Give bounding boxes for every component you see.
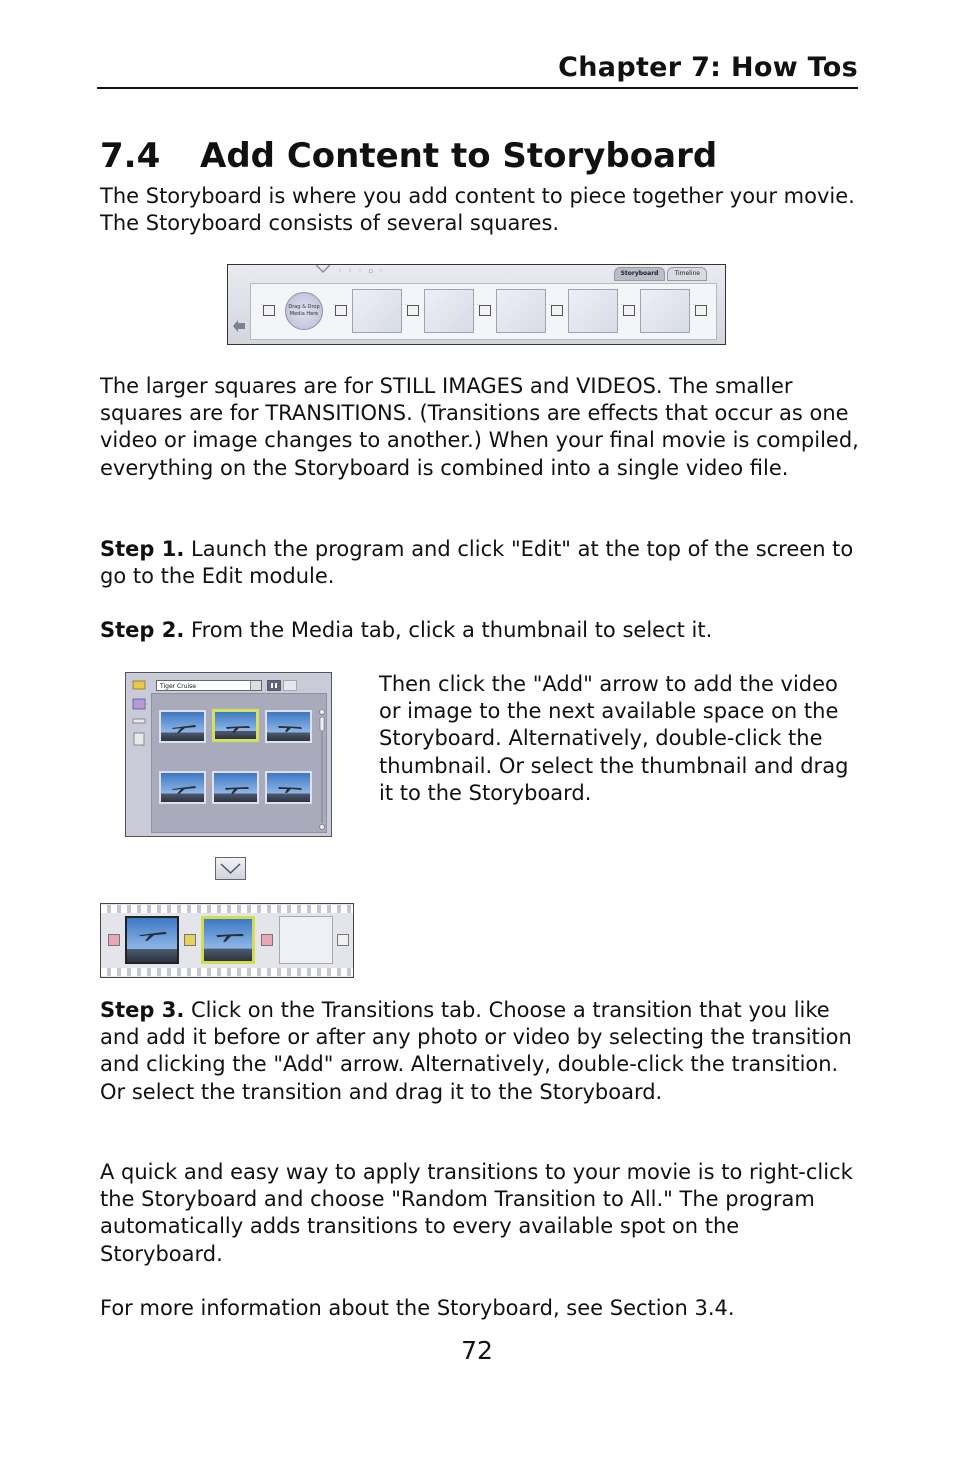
media-thumbnail[interactable] — [159, 771, 206, 804]
media-thumbnail[interactable] — [159, 710, 206, 743]
chevron-down-icon — [216, 858, 245, 879]
collapse-notch-icon — [316, 265, 330, 273]
section-title: Add Content to Storyboard — [200, 136, 718, 176]
more-info-paragraph: For more information about the Storyboard, see Section 3.4. — [100, 1296, 735, 1320]
transition-slot[interactable] — [695, 305, 707, 316]
storyboard-filled-screenshot — [100, 903, 354, 978]
description-paragraph: The larger squares are for STILL IMAGES and VIDEOS. The smaller squares are for TRANSITIONS. (Transitions are effects that occur as one video or image changes to another.) When your final movie is compiled, everything on the Storyboard is combined into a single video file. — [100, 374, 859, 480]
step1-label: Step 1. — [100, 537, 185, 561]
drop-target[interactable] — [285, 292, 323, 330]
step2-text: From the Media tab, click a thumbnail to select it. — [184, 618, 713, 642]
transition-slot[interactable] — [263, 305, 275, 316]
media-slot[interactable] — [352, 289, 402, 333]
intro-paragraph: The Storyboard is where you add content to piece together your movie. The Storyboard consists of several squares. — [100, 184, 855, 236]
transition-slot[interactable] — [261, 934, 273, 946]
step2-continued-paragraph: Then click the "Add" arrow to add the video or image to the next available space on the Storyboard. Alternatively, double-click the thumbnail. Or select the thumbnail and drag it to the Storyboard. — [379, 672, 849, 805]
transition-slot[interactable] — [479, 305, 491, 316]
media-slot[interactable] — [279, 916, 333, 964]
media-thumbnail[interactable] — [265, 710, 312, 743]
media-slot[interactable] — [424, 289, 474, 333]
album-select-value: Tiger Cruise — [160, 683, 196, 690]
page-number: 72 — [461, 1336, 493, 1365]
section-number: 7.4 — [100, 136, 161, 176]
media-panel-screenshot — [125, 672, 332, 837]
media-slot[interactable] — [568, 289, 618, 333]
transition-slot[interactable] — [407, 305, 419, 316]
drop-hint-line1: Drag & Drop — [288, 304, 320, 310]
step1-text: Launch the program and click "Edit" at the top of the screen to go to the Edit module. — [100, 537, 854, 589]
chevron-down-icon[interactable] — [250, 681, 261, 690]
album-select[interactable] — [156, 680, 262, 691]
storyboard-clip[interactable] — [125, 916, 179, 964]
transition-slot[interactable] — [335, 305, 347, 316]
view-tabs — [614, 267, 707, 281]
transition-slot[interactable] — [108, 934, 120, 946]
media-thumbnail[interactable] — [265, 771, 312, 804]
tab-storyboard[interactable]: Storyboard — [614, 267, 666, 281]
media-slot[interactable] — [496, 289, 546, 333]
step3-paragraph — [100, 997, 860, 1106]
scroll-left-arrow-icon[interactable] — [233, 320, 247, 334]
film-holes-bottom — [101, 968, 353, 976]
transition-slot[interactable] — [551, 305, 563, 316]
step3-label: Step 3. — [100, 998, 185, 1022]
toolbar-icons: ◦◦◦▫◦ — [338, 267, 390, 275]
vertical-scrollbar[interactable] — [319, 709, 325, 831]
step3-text: Click on the Transitions tab. Choose a transition that you like and add it before or after any photo or video by selecting the transition and clicking the "Add" arrow. Alternatively, double-click the transition. Or select the transition and drag it to the Storyboard. — [100, 998, 852, 1104]
drop-hint-line2: Media Here — [289, 311, 319, 317]
step1-paragraph — [100, 536, 860, 590]
step2-label: Step 2. — [100, 618, 185, 642]
media-thumbnail[interactable] — [212, 771, 259, 804]
transition-slot[interactable] — [623, 305, 635, 316]
add-arrow-button[interactable] — [215, 857, 246, 880]
view-toggle-icons[interactable] — [267, 680, 297, 691]
transition-slot[interactable] — [337, 934, 349, 946]
storyboard-clip-selected[interactable] — [201, 916, 255, 964]
chapter-header: Chapter 7: How Tos — [558, 52, 858, 83]
tip-paragraph: A quick and easy way to apply transitions to your movie is to right-click the Storyboard and choose "Random Transition to All." The program automatically adds transitions to every available spot on the Storyboard. — [100, 1160, 853, 1266]
header-rule — [97, 87, 858, 89]
transition-slot[interactable] — [184, 934, 196, 946]
media-slot[interactable] — [640, 289, 690, 333]
media-sidebar-icons — [129, 677, 149, 827]
tab-timeline[interactable]: Timeline — [667, 267, 707, 281]
section-heading — [100, 136, 717, 176]
step2-paragraph — [100, 617, 860, 644]
media-thumbnail-selected[interactable] — [212, 709, 259, 742]
storyboard-screenshot — [227, 264, 726, 345]
film-holes-top — [101, 905, 353, 913]
